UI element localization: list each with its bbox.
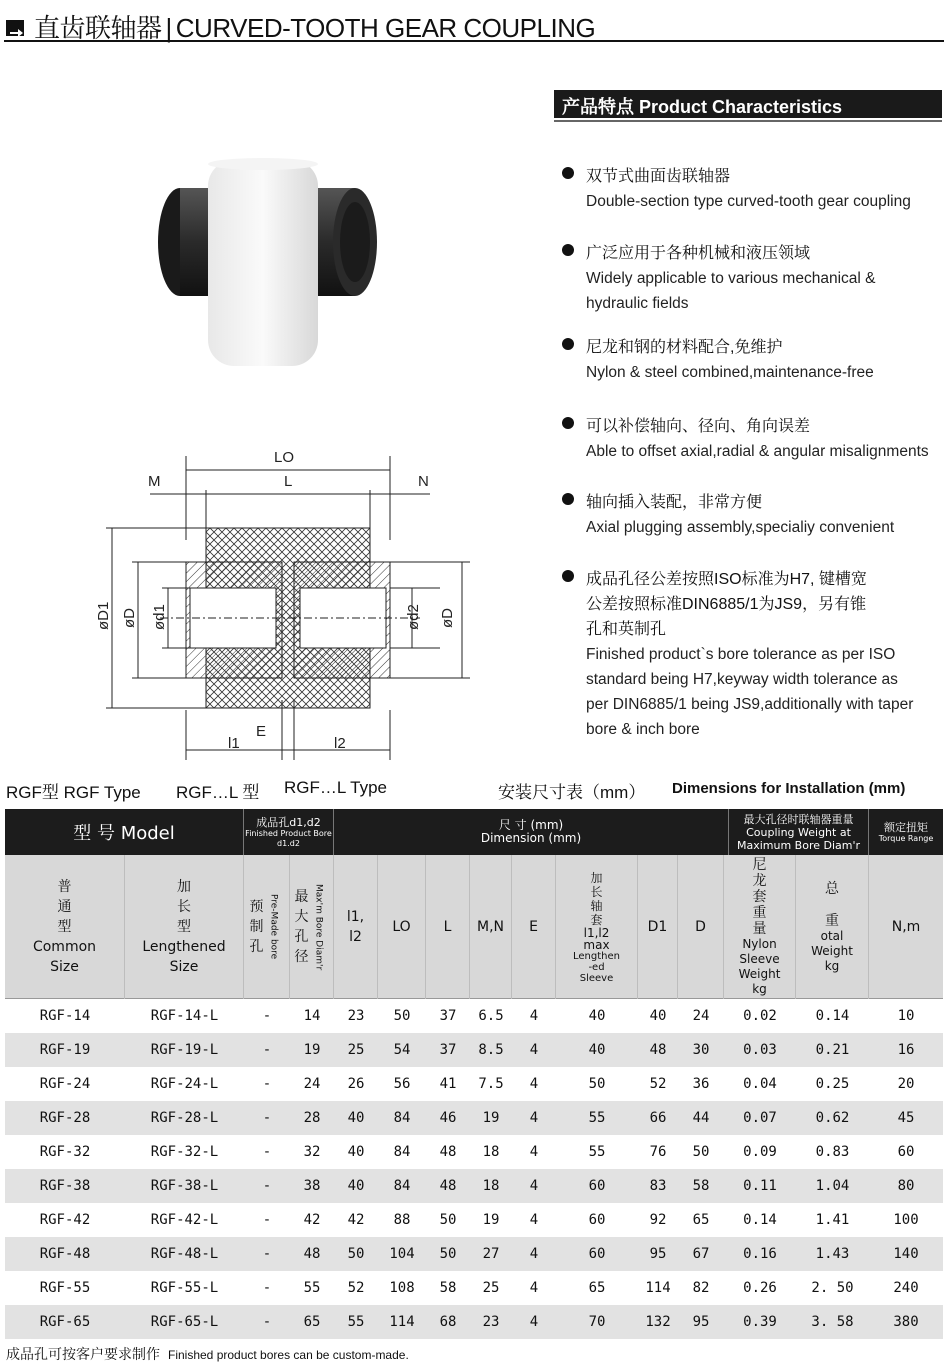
table-row <box>5 1067 943 1101</box>
table-cell: 58 <box>692 1178 710 1194</box>
feature-item: 轴向插入装配，非常方便 Axial plugging assembly,specialiy convenient <box>562 490 894 540</box>
table-cell: 14 <box>303 1008 321 1024</box>
table-cell: 0.39 <box>743 1314 777 1330</box>
table-cell: 48 <box>303 1246 321 1262</box>
dim-label: l2 <box>334 735 346 752</box>
table-cell: 18 <box>482 1144 500 1160</box>
table-cell: 38 <box>303 1178 321 1194</box>
table-cell: 0.07 <box>743 1110 777 1126</box>
table-row <box>5 1169 943 1203</box>
table-cell: 68 <box>439 1314 457 1330</box>
table-cell: 52 <box>649 1076 667 1092</box>
table-cell: 80 <box>897 1178 915 1194</box>
table-cell: - <box>262 1246 272 1262</box>
table-cell: 4 <box>529 1280 539 1296</box>
dim-label: ød2 <box>405 604 422 630</box>
table-cell: 92 <box>649 1212 667 1228</box>
table-cell: 114 <box>389 1314 415 1330</box>
bullet-icon <box>562 338 574 350</box>
table-cell: 84 <box>393 1144 411 1160</box>
table-cell: 114 <box>645 1280 671 1296</box>
table-row <box>5 1237 943 1271</box>
table-cell: 40 <box>588 1008 606 1024</box>
table-row <box>5 1135 943 1169</box>
table-cell: 1.43 <box>815 1246 850 1262</box>
table-cell: - <box>262 1314 272 1330</box>
table-cell: RGF-55 <box>39 1280 91 1296</box>
bullet-icon <box>562 493 574 505</box>
table-cell: 19 <box>482 1212 500 1228</box>
table-cell: 0.25 <box>815 1076 850 1092</box>
feature-item: 尼龙和钢的材料配合,免维护 Nylon & steel combined,maintenance-free <box>562 335 874 385</box>
table-cell: 19 <box>303 1042 321 1058</box>
bullet-icon <box>562 417 574 429</box>
table-cell: 26 <box>347 1076 365 1092</box>
table-cell: - <box>262 1280 272 1296</box>
table-cell: 44 <box>692 1110 710 1126</box>
table-cell: 0.03 <box>743 1042 777 1058</box>
table-cell: 4 <box>529 1042 539 1058</box>
table-cell: 4 <box>529 1076 539 1092</box>
dim-label: M <box>148 473 161 490</box>
table-cell: 100 <box>893 1212 919 1228</box>
table-cell: 23 <box>347 1008 365 1024</box>
table-cell: 55 <box>588 1110 606 1126</box>
heading-underline <box>554 120 942 122</box>
table-cell: - <box>262 1008 272 1024</box>
table-cell: 0.14 <box>815 1008 850 1024</box>
table-cell: 65 <box>692 1212 710 1228</box>
table-cell: 55 <box>303 1280 321 1296</box>
table-cell: 4 <box>529 1212 539 1228</box>
bullet-icon <box>562 570 574 582</box>
table-cell: 45 <box>897 1110 915 1126</box>
table-cell: 132 <box>645 1314 671 1330</box>
table-cell: 50 <box>439 1212 457 1228</box>
dim-label: øD1 <box>95 601 112 630</box>
table-cell: 50 <box>439 1246 457 1262</box>
table-row <box>5 1203 943 1237</box>
dim-label: L <box>284 473 293 490</box>
table-row <box>5 1305 943 1339</box>
dimensions-table <box>5 809 943 1339</box>
table-row <box>5 1271 943 1305</box>
table-cell: - <box>262 1178 272 1194</box>
table-cell: 40 <box>649 1008 667 1024</box>
table-cell: - <box>262 1042 272 1058</box>
table-cell: 48 <box>649 1042 667 1058</box>
table-cell: 25 <box>482 1280 500 1296</box>
table-cell: RGF-19-L <box>150 1042 219 1058</box>
table-cell: 66 <box>649 1110 667 1126</box>
table-cell: 60 <box>588 1212 606 1228</box>
table-cell: 56 <box>393 1076 411 1092</box>
table-cell: 16 <box>897 1042 915 1058</box>
table-cell: RGF-38 <box>39 1178 91 1194</box>
table-cell: 48 <box>439 1144 457 1160</box>
table-cell: 4 <box>529 1246 539 1262</box>
table-cell: - <box>262 1110 272 1126</box>
table-body <box>5 999 943 1339</box>
table-cell: 50 <box>588 1076 606 1092</box>
table-cell: 2. 50 <box>811 1280 854 1296</box>
table-cell: RGF-14 <box>39 1008 91 1024</box>
table-cell: 42 <box>303 1212 321 1228</box>
table-cell: 0.16 <box>743 1246 777 1262</box>
feature-item: 可以补偿轴向、径向、角向误差 Able to offset axial,radial & angular misalignments <box>562 414 929 464</box>
table-cell: 40 <box>347 1110 365 1126</box>
dim-label: l1 <box>228 735 240 752</box>
table-cell: 380 <box>893 1314 919 1330</box>
table-cell: 25 <box>347 1042 365 1058</box>
table-cell: 32 <box>303 1144 321 1160</box>
table-cell: 4 <box>529 1178 539 1194</box>
feature-item: 成品孔径公差按照ISO标准为H7, 键槽宽 公差按照标准DIN6885/1为JS9，另有锥 孔和英制孔 Finished product`s bore tolerance as per ISO standard being H7,keyway width tolerance as per DIN6885/1 being JS9,additionally with taper bore & inch bore <box>562 567 913 742</box>
table-cell: 95 <box>692 1314 710 1330</box>
table-cell: 30 <box>692 1042 710 1058</box>
table-cell: 52 <box>347 1280 365 1296</box>
type-line: RGF型 RGF Type RGF…L 型 RGF…L Type 安装尺寸表（mm） Dimensions for Installation (mm) <box>6 778 906 802</box>
table-cell: 20 <box>897 1076 915 1092</box>
table-cell: 18 <box>482 1178 500 1194</box>
footer-note: 成品孔可按客户要求制作 Finished product bores can be custom-made. <box>6 1346 409 1362</box>
table-cell: 37 <box>439 1008 457 1024</box>
table-cell: RGF-28-L <box>150 1110 219 1126</box>
table-cell: RGF-24-L <box>150 1076 219 1092</box>
table-header: 型 号 Model 成品孔d1,d2 Finished Product Bore d1.d2 尺 寸 (mm) Dimension (mm) 最大孔径时联轴器重量 Coupling Weight at Maximum Bore Diam'r 额定扭矩 Torque Range <box>5 809 943 855</box>
table-cell: 60 <box>588 1178 606 1194</box>
table-cell: 1.04 <box>815 1178 850 1194</box>
table-cell: 60 <box>588 1246 606 1262</box>
table-cell: 55 <box>588 1144 606 1160</box>
table-cell: 36 <box>692 1076 710 1092</box>
table-cell: RGF-24 <box>39 1076 91 1092</box>
table-cell: 108 <box>389 1280 415 1296</box>
table-cell: RGF-28 <box>39 1110 91 1126</box>
table-cell: 8.5 <box>478 1042 504 1058</box>
table-cell: 0.14 <box>743 1212 777 1228</box>
table-cell: - <box>262 1212 272 1228</box>
table-cell: 84 <box>393 1178 411 1194</box>
table-cell: 1.41 <box>815 1212 850 1228</box>
table-cell: RGF-65 <box>39 1314 91 1330</box>
table-cell: 41 <box>439 1076 457 1092</box>
table-cell: 84 <box>393 1110 411 1126</box>
table-cell: 50 <box>692 1144 710 1160</box>
table-cell: - <box>262 1144 272 1160</box>
table-cell: 23 <box>482 1314 500 1330</box>
arrow-box-icon <box>6 18 28 38</box>
page-header <box>4 6 944 42</box>
table-cell: RGF-48 <box>39 1246 91 1262</box>
table-cell: 58 <box>439 1280 457 1296</box>
table-cell: 10 <box>897 1008 915 1024</box>
table-cell: 50 <box>347 1246 365 1262</box>
table-cell: 0.26 <box>743 1280 777 1296</box>
table-cell: 0.62 <box>815 1110 850 1126</box>
table-cell: 95 <box>649 1246 667 1262</box>
table-cell: 42 <box>347 1212 365 1228</box>
table-cell: 40 <box>347 1144 365 1160</box>
table-cell: 104 <box>389 1246 415 1262</box>
dim-label: E <box>256 723 267 740</box>
table-cell: RGF-14-L <box>150 1008 219 1024</box>
table-cell: 0.02 <box>743 1008 777 1024</box>
table-cell: 83 <box>649 1178 667 1194</box>
table-cell: 4 <box>529 1110 539 1126</box>
dim-label: øD <box>121 608 138 628</box>
table-cell: 55 <box>347 1314 365 1330</box>
table-cell: - <box>262 1076 272 1092</box>
table-cell: 54 <box>393 1042 411 1058</box>
bullet-icon <box>562 167 574 179</box>
table-cell: RGF-32 <box>39 1144 91 1160</box>
table-cell: 70 <box>588 1314 606 1330</box>
dim-label: LO <box>274 449 295 466</box>
table-cell: 7.5 <box>478 1076 504 1092</box>
table-cell: 40 <box>347 1178 365 1194</box>
table-cell: 28 <box>303 1110 321 1126</box>
feature-item: 广泛应用于各种机械和液压领域 Widely applicable to various mechanical & hydraulic fields <box>562 241 875 316</box>
table-cell: 19 <box>482 1110 500 1126</box>
table-cell: RGF-19 <box>39 1042 91 1058</box>
table-cell: 24 <box>692 1008 710 1024</box>
table-row <box>5 1101 943 1135</box>
table-cell: 3. 58 <box>811 1314 854 1330</box>
table-cell: 37 <box>439 1042 457 1058</box>
table-cell: 40 <box>588 1042 606 1058</box>
table-cell: 0.21 <box>815 1042 850 1058</box>
table-cell: 4 <box>529 1314 539 1330</box>
page-title: 直齿联轴器 | CURVED-TOOTH GEAR COUPLING <box>34 13 596 43</box>
table-subheader: 普 通 型 Common Size 加 长 型 Lengthened Size 预 制 孔 Pre-Made bore 最 大 孔 径 Max'm Bore Diam'r l1, l2 LO L M,N E 加 长 轴 套 l1,l2 max Lengthen -ed Sleeve D1 D 尼 龙 套 重 量 Nylon Sleeve Weight kg 总 重 otal Weight kg N,m <box>5 855 943 999</box>
table-cell: 65 <box>303 1314 321 1330</box>
table-cell: 6.5 <box>478 1008 504 1024</box>
table-cell: 0.09 <box>743 1144 777 1160</box>
dim-label: ød1 <box>151 604 168 630</box>
table-cell: 4 <box>529 1008 539 1024</box>
product-photo <box>150 150 390 370</box>
bullet-icon <box>562 244 574 256</box>
table-cell: 88 <box>393 1212 411 1228</box>
table-cell: 67 <box>692 1246 710 1262</box>
table-cell: RGF-48-L <box>150 1246 219 1262</box>
characteristics-heading: 产品特点 Product Characteristics <box>554 90 942 118</box>
table-cell: 48 <box>439 1178 457 1194</box>
table-cell: 0.11 <box>743 1178 777 1194</box>
table-cell: 240 <box>893 1280 919 1296</box>
table-cell: 50 <box>393 1008 411 1024</box>
table-row <box>5 1033 943 1067</box>
dim-label: øD <box>439 608 456 628</box>
table-cell: RGF-42-L <box>150 1212 219 1228</box>
technical-drawing <box>90 440 470 770</box>
feature-item: 双节式曲面齿联轴器 Double-section type curved-tooth gear coupling <box>562 164 911 214</box>
table-cell: 60 <box>897 1144 915 1160</box>
table-row <box>5 999 943 1033</box>
table-cell: 46 <box>439 1110 457 1126</box>
table-cell: 140 <box>893 1246 919 1262</box>
table-cell: 76 <box>649 1144 667 1160</box>
table-cell: RGF-65-L <box>150 1314 219 1330</box>
table-cell: 4 <box>529 1144 539 1160</box>
dim-label: N <box>418 473 429 490</box>
table-cell: 65 <box>588 1280 606 1296</box>
table-cell: 82 <box>692 1280 710 1296</box>
table-cell: RGF-55-L <box>150 1280 219 1296</box>
table-cell: RGF-32-L <box>150 1144 219 1160</box>
table-cell: RGF-42 <box>39 1212 91 1228</box>
table-cell: 0.83 <box>815 1144 850 1160</box>
table-cell: RGF-38-L <box>150 1178 219 1194</box>
table-cell: 27 <box>482 1246 500 1262</box>
table-cell: 0.04 <box>743 1076 777 1092</box>
table-cell: 24 <box>303 1076 321 1092</box>
